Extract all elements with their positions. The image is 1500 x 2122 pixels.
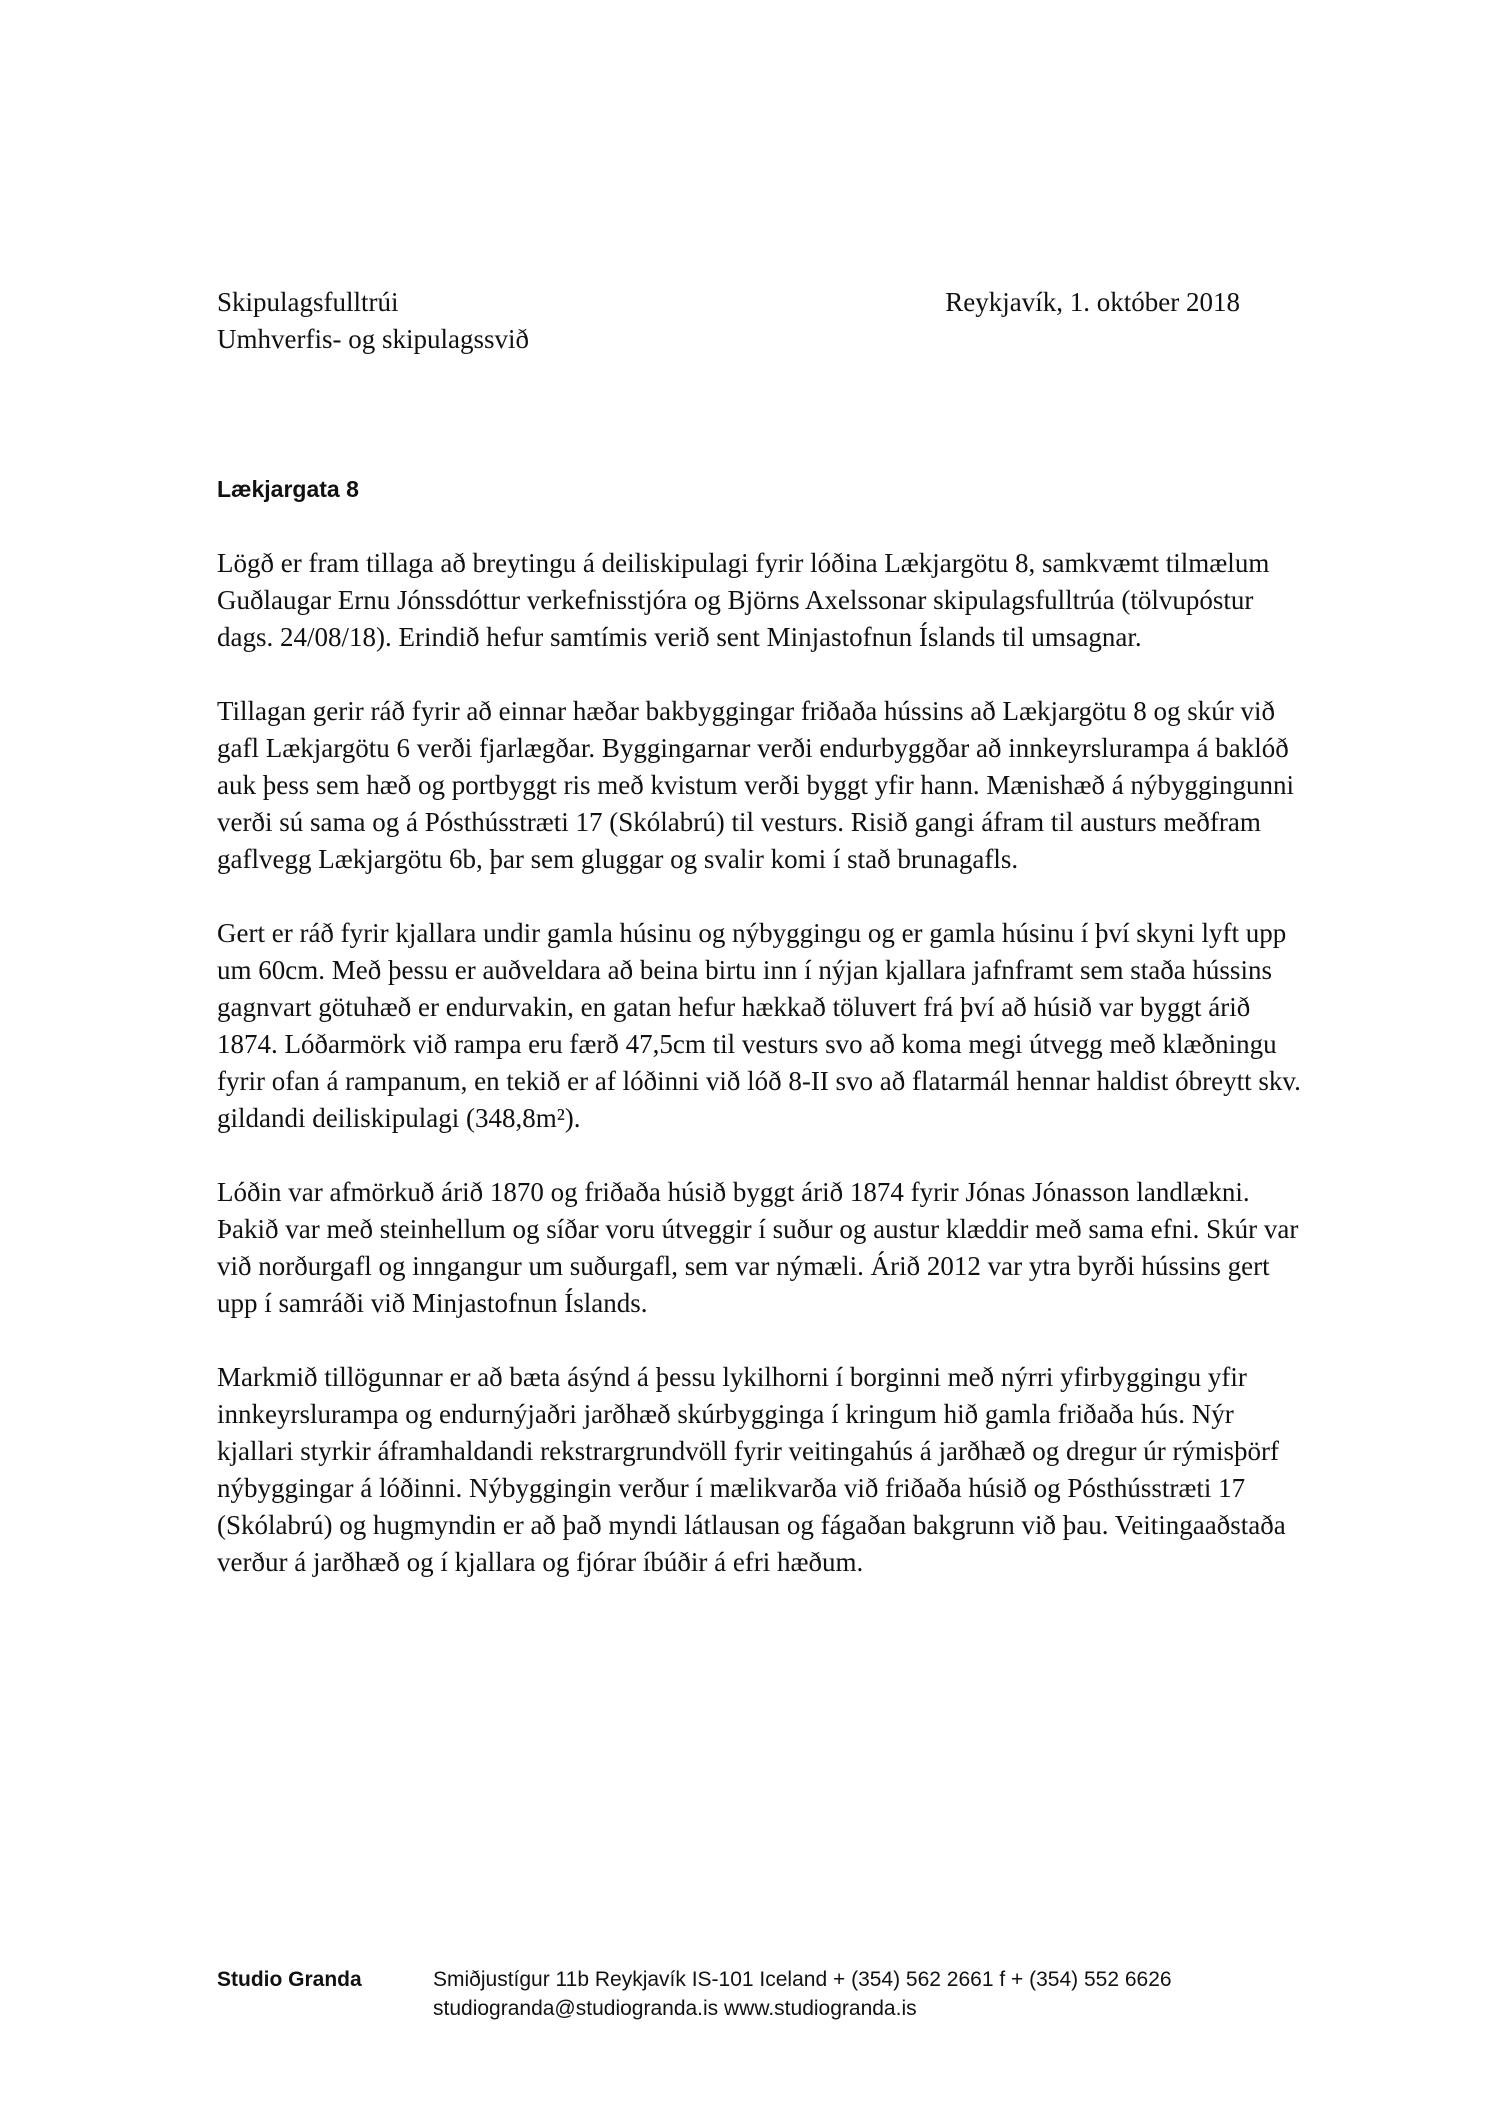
body-paragraph: Lögð er fram tillaga að breytingu á deiliskipulagi fyrir lóðina Lækjargötu 8, samkvæmt tilmælum Guðlaugar Ernu Jónssdóttur verkefnisstjóra og Björns Axelssonar skipulagsfulltrúa (tölvupóstur dags. 24/08/18). Erindið hefur samtímis verið sent Minjastofnun Íslands til umsagnar. (217, 548, 1270, 652)
letter-subject: Lækjargata 8 (217, 476, 359, 502)
recipient-block (217, 284, 737, 358)
contact-address-line: Smiðjustígur 11b Reykjavík IS-101 Iceland + (354) 562 2661 f + (354) 552 6626 (433, 1968, 1172, 1991)
contact-web-line: studiogranda@studiogranda.is www.studiogranda.is (433, 1997, 917, 2020)
company-name: Studio Granda (217, 1968, 362, 1991)
body-paragraph: Tillagan gerir ráð fyrir að einnar hæðar bakbyggingar friðaða hússins að Lækjargötu 8 og skúr við gafl Lækjargötu 6 verði fjarlægðar. Byggingarnar verði endurbyggðar að innkeyrslurampa á baklóð auk þess sem hæð og portbyggt ris með kvistum verði byggt yfir hann. Mænishæð á nýbyggingunni verði sú sama og á Pósthússtræti 17 (Skólabrú) til vesturs. Risið gangi áfram til austurs meðfram gaflvegg Lækjargötu 6b, þar sem gluggar og svalir komi í stað brunagafls. (217, 696, 1294, 874)
letter-body (217, 545, 1307, 1618)
contact-details (433, 1965, 1172, 2023)
date-line: Reykjavík, 1. október 2018 (945, 287, 1240, 317)
body-paragraph: Markmið tillögunnar er að bæta ásýnd á þessu lykilhorni í borginni með nýrri yfirbyggingu yfir innkeyrslurampa og endurnýjaðri jarðhæð skúrbygginga í kringum hið gamla friðaða hús. Nýr kjallari styrkir áframhaldandi rekstrargrundvöll fyrir veitingahús á jarðhæð og dregur úr rýmisþörf nýbyggingar á lóðinni. Nýbyggingin verður í mælikvarða við friðaða húsið og Pósthússtræti 17 (Skólabrú) og hugmyndin er að það myndi látlausan og fágaðan bakgrunn við þau. Veitingaaðstaða verður á jarðhæð og í kjallara og fjórar íbúðir á efri hæðum. (217, 1362, 1286, 1577)
body-paragraph: Gert er ráð fyrir kjallara undir gamla húsinu og nýbyggingu og er gamla húsinu í því skyni lyft upp um 60cm. Með þessu er auðveldara að beina birtu inn í nýjan kjallara jafnframt sem staða hússins gagnvart götuhæð er endurvakin, en gatan hefur hækkað töluvert frá því að húsið var byggt árið 1874. Lóðarmörk við rampa eru færð 47,5cm til vesturs svo að koma megi útvegg með klæðningu fyrir ofan á rampanum, en tekið er af lóðinni við lóð 8-II svo að flatarmál hennar haldist óbreytt skv. gildandi deiliskipulagi (348,8m²). (217, 918, 1301, 1133)
body-paragraph: Lóðin var afmörkuð árið 1870 og friðaða húsið byggt árið 1874 fyrir Jónas Jónasson landlækni. Þakið var með steinhellum og síðar voru útveggir í suður og austur klæddir með sama efni. Skúr var við norðurgafl og inngangur um suðurgafl, sem var nýmæli. Árið 2012 var ytra byrði hússins gert upp í samráði við Minjastofnun Íslands. (217, 1177, 1299, 1318)
recipient-department: Umhverfis- og skipulagssvið (217, 324, 529, 354)
recipient-title: Skipulagsfulltrúi (217, 287, 399, 317)
